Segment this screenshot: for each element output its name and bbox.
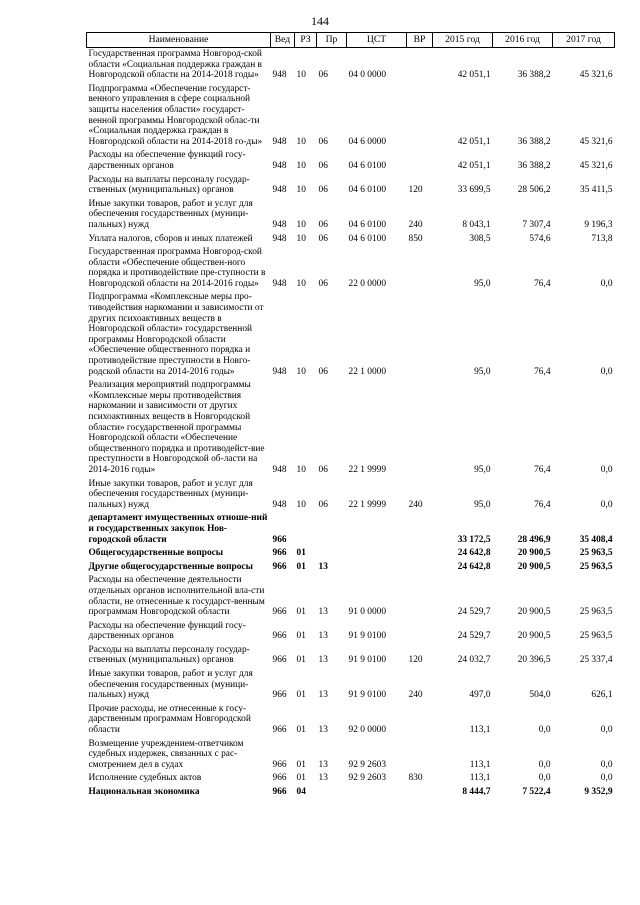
table-row	[87, 786, 615, 800]
row-cst-cell: 04 6 0000	[348, 136, 386, 147]
row-ved-cell: 966	[272, 690, 287, 701]
table-row	[87, 478, 615, 513]
row-2015-cell: 33 172,5	[457, 534, 491, 545]
row-pr-cell: 13	[318, 561, 328, 572]
row-ved-cell: 948	[272, 219, 287, 230]
row-ved-cell: 966	[272, 631, 287, 642]
row-cst-cell: 22 1 9999	[348, 464, 386, 475]
row-ved-cell: 966	[272, 548, 287, 559]
row-ved-cell: 966	[272, 773, 287, 784]
row-2016-cell: 0,0	[538, 725, 551, 736]
row-name-cell: Подпрограмма «Обеспечение государст-венного управления в сфере социальной защиты населения области» государст-венной программы Новгородской облас-ти «Социальная поддержка граждан в Новгородской области на 2014-2018 го-ды»	[88, 83, 263, 147]
row-cst-cell	[347, 561, 407, 575]
row-pr-cell: 06	[318, 464, 328, 475]
row-2016-cell: 28 496,9	[517, 534, 551, 545]
row-2015-cell: 24 032,7	[457, 655, 491, 666]
row-name-cell: Другие общегосударственные вопросы	[88, 561, 253, 572]
row-name-cell: Возмещение учреждением-ответчиком судебных издержек, связанных с рас-смотрением дел в судах	[88, 738, 244, 770]
row-2015-cell: 113,1	[469, 773, 491, 784]
row-pr-cell: 13	[318, 655, 328, 666]
row-2017-cell: 35 411,5	[580, 185, 613, 196]
row-2017-cell: 0,0	[600, 499, 613, 510]
row-vr-cell: 240	[408, 219, 423, 230]
row-ved-cell: 948	[272, 499, 287, 510]
row-2015-cell: 42 051,1	[457, 70, 491, 81]
row-cst-cell: 04 6 0100	[348, 219, 386, 230]
table-row	[87, 703, 615, 738]
row-ved-cell: 966	[272, 725, 287, 736]
row-rz-cell: 01	[296, 773, 306, 784]
row-vr-cell	[407, 738, 433, 773]
row-2015-cell: 24 529,7	[457, 607, 491, 618]
table-row	[87, 738, 615, 773]
row-2017-cell: 0,0	[600, 278, 613, 289]
table-row	[87, 198, 615, 233]
row-2016-cell: 36 388,2	[517, 160, 551, 171]
row-cst-cell	[347, 786, 407, 800]
row-ved-cell: 948	[272, 278, 287, 289]
row-2017-cell: 25 963,5	[579, 607, 613, 618]
row-vr-cell: 830	[408, 773, 423, 784]
row-pr-cell: 06	[318, 185, 328, 196]
row-2016-cell: 76,4	[534, 499, 551, 510]
row-rz-cell: 01	[296, 725, 306, 736]
row-2017-cell: 25 337,4	[579, 655, 613, 666]
row-name-cell: Государственная программа Новгород-ской области «Социальная поддержка граждан в Новгородской области на 2014-2018 годы»	[88, 49, 262, 81]
row-name-cell: Уплата налогов, сборов и иных платежей	[88, 233, 253, 244]
row-ved-cell: 948	[272, 70, 287, 81]
row-2017-cell: 9 352,9	[584, 787, 613, 797]
row-2017-cell: 9 196,3	[584, 219, 613, 230]
row-2015-cell: 95,0	[474, 278, 491, 289]
row-vr-cell	[407, 246, 433, 291]
row-vr-cell: 240	[408, 690, 423, 701]
row-2017-cell: 25 963,5	[579, 631, 613, 642]
row-ved-cell: 948	[272, 136, 287, 147]
table-row	[87, 547, 615, 561]
row-pr-cell: 06	[318, 499, 328, 510]
column-header-rz: РЗ	[295, 33, 317, 48]
budget-table-container	[86, 32, 614, 800]
row-ved-cell: 966	[272, 561, 287, 572]
row-2016-cell: 0,0	[538, 773, 551, 784]
row-2017-cell: 626,1	[591, 690, 613, 701]
row-2016-cell: 20 900,5	[517, 561, 551, 572]
row-pr-cell: 06	[318, 366, 328, 377]
page-number: 144	[311, 14, 329, 28]
row-cst-cell: 91 9 0100	[348, 631, 386, 642]
row-cst-cell: 04 0 0000	[348, 70, 386, 81]
row-name-cell: департамент имущественных отноше-ний и государственных закупок Нов-городской области	[88, 513, 268, 545]
column-header-pr: Пр	[317, 33, 347, 48]
row-ved-cell: 966	[272, 655, 287, 666]
row-ved-cell: 966	[272, 607, 287, 618]
column-header-2016: 2016 год	[493, 33, 553, 48]
table-row	[87, 379, 615, 477]
row-name-cell: Прочие расходы, не отнесенные к госу-дарственным программам Новгородской области	[88, 703, 251, 736]
row-cst-cell: 92 9 2603	[348, 773, 386, 784]
row-rz-cell: 01	[296, 631, 306, 642]
row-rz-cell: 01	[296, 759, 306, 770]
row-2017-cell: 0,0	[600, 464, 613, 475]
row-vr-cell: 120	[408, 655, 423, 666]
row-2015-cell: 33 699,5	[457, 185, 491, 196]
row-name-cell: Расходы на обеспечение деятельности отдельных органов исполнительной вла-сти области, не отнесенные к государст-венным программам Новгородской области	[88, 575, 265, 618]
row-cst-cell: 22 1 0000	[348, 366, 386, 377]
row-2016-cell: 574,6	[529, 233, 551, 244]
row-2017-cell: 0,0	[600, 366, 613, 377]
row-name-cell: Государственная программа Новгород-ской области «Обеспечение обществен-ного порядка и противодействие пре-ступности в Новгородской области на 2014-2016 годы»	[88, 247, 266, 289]
row-rz-cell: 10	[296, 160, 306, 171]
table-row	[87, 561, 615, 575]
row-pr-cell	[317, 547, 347, 561]
row-2016-cell: 20 900,5	[517, 548, 551, 559]
row-rz-cell: 10	[296, 366, 306, 377]
row-name-cell: Подпрограмма «Комплексные меры про-тиводействия наркомании и зависимости от других психоактивных веществ в Новгородской области» государственной программы Новгородской области «Обеспечение общественного порядка и противодействие преступности в Новго-родской области на 2014-2016 годы»	[88, 292, 264, 377]
row-2016-cell: 20 900,5	[517, 607, 551, 618]
row-rz-cell: 10	[296, 136, 306, 147]
row-2015-cell: 308,5	[469, 233, 491, 244]
row-2016-cell: 20 900,5	[517, 631, 551, 642]
row-vr-cell	[407, 149, 433, 173]
budget-table	[86, 32, 615, 800]
row-pr-cell: 06	[318, 278, 328, 289]
row-ved-cell: 948	[272, 233, 287, 244]
row-rz-cell: 04	[296, 787, 306, 797]
row-vr-cell: 120	[408, 185, 423, 196]
row-2016-cell: 76,4	[534, 366, 551, 377]
row-pr-cell: 13	[318, 773, 328, 784]
row-name-cell: Реализация мероприятий подпрограммы «Комплексные меры противодействия наркомании и зависимости от других психоактивных веществ в Новгородской области» государственной программы Новгородской области «Обеспечение общественного порядка и противодейст-вие преступности в Новгородской об-ласти на 2014-2016 годы»	[88, 380, 265, 475]
row-name-cell: Иные закупки товаров, работ и услуг для обеспечения государственных (муници-пальных) нужд	[88, 478, 253, 510]
row-2016-cell: 7 307,4	[522, 219, 551, 230]
row-cst-cell: 92 0 0000	[348, 725, 386, 736]
row-2016-cell: 28 506,2	[517, 185, 551, 196]
row-pr-cell: 06	[318, 233, 328, 244]
row-2016-cell: 76,4	[534, 464, 551, 475]
row-ved-cell: 948	[272, 185, 287, 196]
row-pr-cell: 06	[318, 219, 328, 230]
row-rz-cell: 10	[296, 219, 306, 230]
row-vr-cell	[407, 512, 433, 547]
row-2017-cell: 45 321,6	[579, 136, 613, 147]
table-body	[87, 48, 615, 800]
row-vr-cell: 850	[408, 233, 423, 244]
row-pr-cell: 13	[318, 690, 328, 701]
row-2017-cell: 0,0	[600, 773, 613, 784]
row-vr-cell	[407, 561, 433, 575]
column-header-cst: ЦСТ	[347, 33, 407, 48]
row-2015-cell: 8 043,1	[462, 219, 491, 230]
column-header-ved: Вед	[271, 33, 295, 48]
column-header-2015: 2015 год	[433, 33, 493, 48]
row-rz-cell: 10	[296, 278, 306, 289]
row-2015-cell: 42 051,1	[457, 160, 491, 171]
row-name-cell: Общегосударственные вопросы	[88, 548, 224, 559]
row-vr-cell: 240	[408, 499, 423, 510]
row-pr-cell: 06	[318, 160, 328, 171]
table-row	[87, 48, 615, 83]
row-vr-cell	[407, 83, 433, 150]
row-cst-cell: 91 0 0000	[348, 607, 386, 618]
row-name-cell: Иные закупки товаров, работ и услуг для обеспечения государственных (муници-пальных) нужд	[88, 669, 253, 701]
row-2016-cell: 76,4	[534, 278, 551, 289]
row-2016-cell: 504,0	[529, 690, 551, 701]
table-row	[87, 233, 615, 247]
row-pr-cell: 06	[318, 70, 328, 81]
row-2015-cell: 42 051,1	[457, 136, 491, 147]
row-vr-cell	[407, 574, 433, 619]
row-ved-cell: 948	[272, 464, 287, 475]
column-header-vr: ВР	[407, 33, 433, 48]
row-rz-cell: 10	[296, 70, 306, 81]
table-row	[87, 574, 615, 619]
row-pr-cell: 13	[318, 725, 328, 736]
table-row	[87, 772, 615, 786]
table-row	[87, 291, 615, 379]
row-2015-cell: 113,1	[469, 759, 491, 770]
row-2017-cell: 45 321,6	[579, 70, 613, 81]
row-pr-cell	[317, 512, 347, 547]
row-cst-cell: 22 0 0000	[348, 278, 386, 289]
row-cst-cell: 91 9 0100	[348, 655, 386, 666]
column-header-name: Наименование	[87, 33, 271, 48]
table-row	[87, 83, 615, 150]
row-cst-cell	[347, 512, 407, 547]
row-name-cell: Расходы на обеспечение функций госу-дарственных органов	[88, 620, 246, 642]
row-name-cell: Расходы на выплаты персоналу государ-ственных (муниципальных) органов	[88, 174, 250, 196]
row-cst-cell: 04 6 0100	[348, 160, 386, 171]
row-2015-cell: 95,0	[474, 366, 491, 377]
row-vr-cell	[407, 786, 433, 800]
row-2015-cell: 95,0	[474, 464, 491, 475]
row-vr-cell	[407, 48, 433, 83]
row-name-cell: Исполнение судебных актов	[88, 773, 202, 784]
row-2015-cell: 24 642,8	[457, 548, 491, 559]
row-2017-cell: 0,0	[600, 759, 613, 770]
row-2016-cell: 0,0	[538, 759, 551, 770]
row-vr-cell	[407, 291, 433, 379]
row-2015-cell: 95,0	[474, 499, 491, 510]
row-vr-cell	[407, 620, 433, 644]
table-row	[87, 668, 615, 703]
row-cst-cell: 92 9 2603	[348, 759, 386, 770]
row-cst-cell: 91 9 0100	[348, 690, 386, 701]
row-ved-cell: 966	[272, 787, 287, 797]
row-2016-cell: 20 396,5	[517, 655, 551, 666]
row-2015-cell: 113,1	[469, 725, 491, 736]
row-rz-cell: 10	[296, 499, 306, 510]
table-row	[87, 246, 615, 291]
row-rz-cell: 01	[296, 690, 306, 701]
row-vr-cell	[407, 547, 433, 561]
row-pr-cell	[317, 786, 347, 800]
row-2015-cell: 24 529,7	[457, 631, 491, 642]
table-row	[87, 620, 615, 644]
row-rz-cell: 01	[296, 548, 306, 559]
row-cst-cell	[347, 547, 407, 561]
row-2015-cell: 24 642,8	[457, 561, 491, 572]
row-2017-cell: 713,8	[591, 233, 613, 244]
row-ved-cell: 966	[272, 759, 287, 770]
row-2016-cell: 7 522,4	[522, 787, 551, 797]
table-row	[87, 174, 615, 198]
row-name-cell: Расходы на выплаты персоналу государ-ственных (муниципальных) органов	[88, 644, 250, 666]
row-pr-cell: 13	[318, 759, 328, 770]
row-rz-cell: 10	[296, 233, 306, 244]
row-pr-cell: 06	[318, 136, 328, 147]
row-pr-cell: 13	[318, 631, 328, 642]
row-2017-cell: 0,0	[600, 725, 613, 736]
row-rz-cell: 10	[296, 464, 306, 475]
row-2015-cell: 497,0	[469, 690, 491, 701]
row-rz-cell: 01	[296, 655, 306, 666]
row-name-cell: Иные закупки товаров, работ и услуг для обеспечения государственных (муници-пальных) нужд	[88, 198, 253, 230]
row-rz-cell: 01	[296, 561, 306, 572]
table-header-row	[87, 33, 615, 48]
row-2017-cell: 25 963,5	[579, 561, 613, 572]
row-2015-cell: 8 444,7	[462, 787, 491, 797]
row-cst-cell: 04 6 0100	[348, 233, 386, 244]
row-ved-cell: 948	[272, 160, 287, 171]
row-name-cell: Расходы на обеспечение функций госу-дарственных органов	[88, 150, 246, 171]
row-2017-cell: 45 321,6	[579, 160, 613, 171]
row-cst-cell: 22 1 9999	[348, 499, 386, 510]
row-pr-cell: 13	[318, 607, 328, 618]
row-rz-cell: 10	[296, 185, 306, 196]
table-row	[87, 512, 615, 547]
row-vr-cell	[407, 703, 433, 738]
row-2016-cell: 36 388,2	[517, 70, 551, 81]
column-header-2017: 2017 год	[553, 33, 615, 48]
row-rz-cell	[295, 512, 317, 547]
row-2017-cell: 35 408,4	[579, 534, 613, 545]
row-ved-cell: 948	[272, 366, 287, 377]
table-row	[87, 149, 615, 173]
row-rz-cell: 01	[296, 607, 306, 618]
table-row	[87, 644, 615, 668]
row-2016-cell: 36 388,2	[517, 136, 551, 147]
row-2017-cell: 25 963,5	[579, 548, 613, 559]
row-cst-cell: 04 6 0100	[348, 185, 386, 196]
row-vr-cell	[407, 379, 433, 477]
row-name-cell: Национальная экономика	[88, 787, 200, 797]
row-ved-cell: 966	[272, 534, 287, 545]
